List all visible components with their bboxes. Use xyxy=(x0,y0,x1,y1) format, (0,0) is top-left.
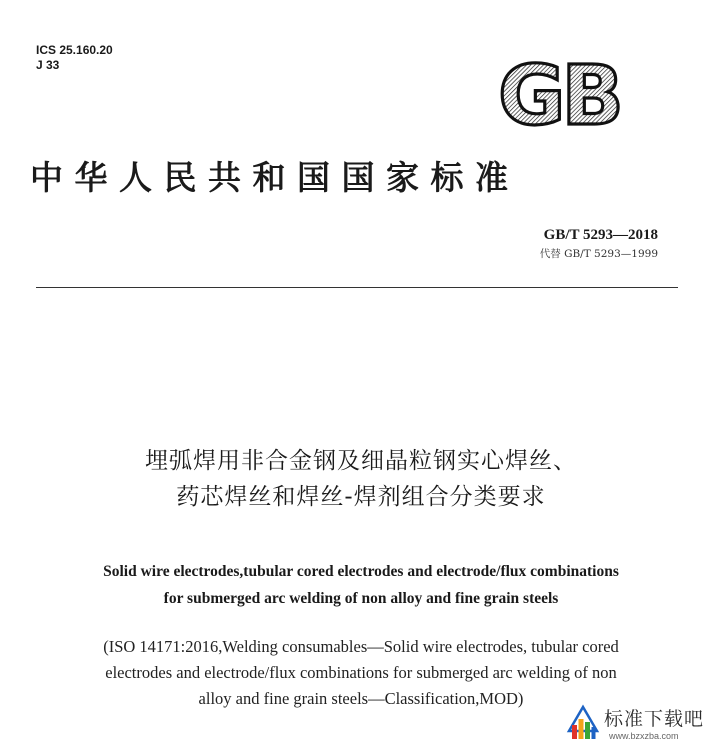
english-title-line: for submerged arc welding of non alloy and fine grain steels xyxy=(163,590,559,607)
header-divider xyxy=(36,287,678,288)
gb-logo xyxy=(482,58,636,130)
watermark-url[interactable]: www.bzxzba.com xyxy=(609,731,679,741)
chinese-title-line: 埋弧焊用非合金钢及细晶粒钢实心焊丝、 xyxy=(145,448,577,474)
chinese-title xyxy=(0,443,722,515)
classification-code: J 33 xyxy=(36,58,60,72)
chinese-title-line: 药芯焊丝和焊丝-焊剂组合分类要求 xyxy=(176,484,546,510)
gb-logo-text: GB xyxy=(498,58,620,130)
watermark-text: 标准下载吧 xyxy=(604,708,705,730)
replaces-standard: 代替 GB/T 5293—1999 xyxy=(539,248,658,260)
bar-chart-logo-icon xyxy=(566,701,600,743)
iso-reference-line: alloy and fine grain steels—Classification,MOD) xyxy=(198,689,524,708)
standard-number: GB/T 5293—2018 xyxy=(543,227,658,243)
english-title-line: Solid wire electrodes,tubular cored electrodes and electrode/flux combinations xyxy=(103,563,619,580)
english-title xyxy=(0,558,722,612)
ics-code: ICS 25.160.20 xyxy=(36,43,113,57)
iso-reference-line: (ISO 14171:2016,Welding consumables—Solid wire electrodes, tubular cored xyxy=(103,637,619,656)
site-watermark[interactable] xyxy=(560,697,722,751)
iso-reference-line: electrodes and electrode/flux combinations for submerged arc welding of non xyxy=(105,663,617,682)
national-standard-title: 中华人民共和国国家标准 xyxy=(30,158,520,197)
ics-code-block xyxy=(36,43,113,73)
